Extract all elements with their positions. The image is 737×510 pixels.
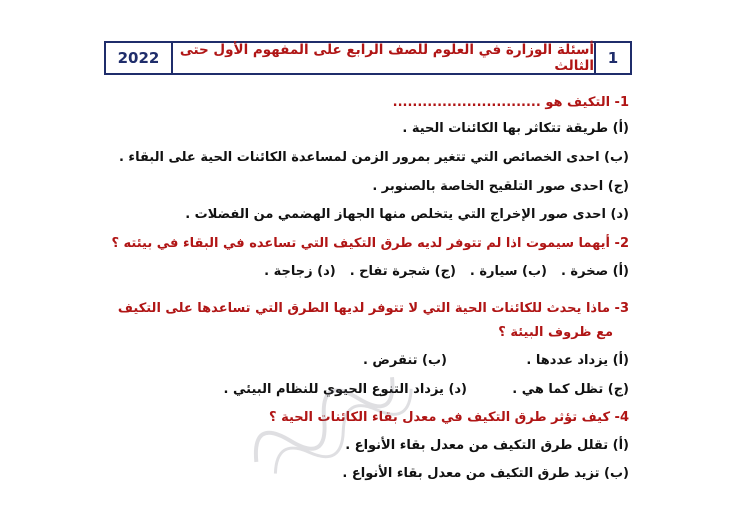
question-4: 4- كيف تؤثر طرق التكيف في معدل بقاء الكائنات الحية ؟ [269, 410, 629, 425]
question-3: 3- ماذا يحدث للكائنات الحية التي لا تتوفر لديها الطرق التي تساعدها على التكيف [117, 301, 629, 316]
question-1 [393, 95, 629, 110]
q1-option-d: (د) احدى صور الإخراج التي يتخلص منها الجهاز الهضمي من الفضلات . [185, 207, 629, 222]
question-2: 2- أيهما سيموت اذا لم تتوفر لديه طرق التكيف التي تساعده في البقاء في بيئته ؟ [111, 236, 629, 251]
q2-option-c: (ج) شجرة تفاح . [349, 264, 456, 279]
q2-option-b: (ب) سيارة . [469, 264, 547, 279]
question-1-text: 1- التكيف هو [545, 95, 629, 110]
q4-option-a: (أ) تقلل طرق التكيف من معدل بقاء الأنواع . [345, 438, 629, 453]
q1-option-a: (أ) طريقة تتكاثر بها الكائنات الحية . [402, 121, 629, 136]
question-3-continued: مع ظروف البيئة ؟ [498, 325, 613, 340]
header-number: 1 [594, 43, 630, 73]
q3-option-b: (ب) تنقرض . [362, 353, 447, 368]
worksheet-header [104, 41, 632, 75]
q3-option-c: (ج) تظل كما هي . [512, 382, 629, 397]
q2-options [264, 264, 629, 279]
q1-option-b: (ب) احدى الخصائص التي تتغير بمرور الزمن لمساعدة الكائنات الحية على البقاء . [118, 150, 629, 165]
q2-option-a: (أ) صخرة . [560, 264, 629, 279]
q1-option-c: (ج) احدى صور التلقيح الخاصة بالصنوبر . [372, 179, 629, 194]
header-year: 2022 [106, 43, 173, 73]
q4-option-b: (ب) تزيد طرق التكيف من معدل بقاء الأنواع . [342, 466, 629, 481]
q3-option-d: (د) يزداد التنوع الحيوي للنظام البيئي . [223, 382, 467, 397]
q2-option-d: (د) زجاجة . [264, 264, 336, 279]
question-1-blank: .............................. [392, 95, 541, 110]
header-title: أسئلة الوزارة في العلوم للصف الرابع على المفهوم الأول حتى الثالث [179, 42, 594, 74]
q3-option-a: (أ) يزداد عددها . [526, 353, 629, 368]
